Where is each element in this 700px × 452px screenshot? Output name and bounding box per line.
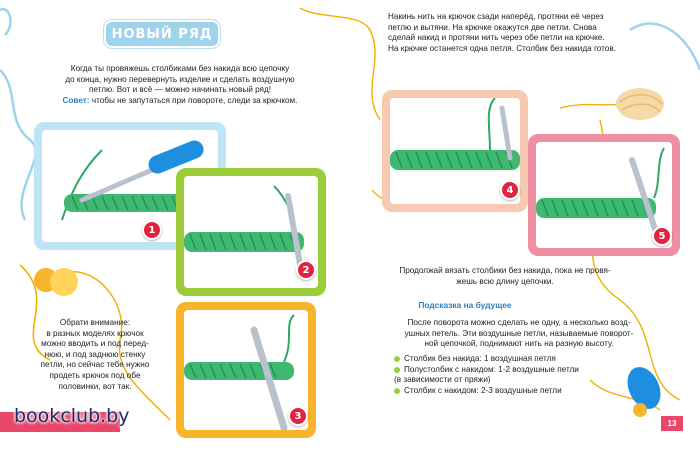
yarn-ball-icon: [612, 84, 668, 124]
continue-line: жешь всю длину цепочки.: [456, 276, 554, 286]
note-line: Обрати внимание:: [59, 318, 131, 327]
tip-label: Совет:: [62, 95, 90, 105]
stitch-list: [394, 354, 654, 396]
step-2-frame: [176, 168, 326, 296]
step-badge-3: 3: [288, 406, 308, 426]
page-number: 13: [661, 416, 683, 431]
stitch-list-note: (в зависимости от пряжи): [394, 375, 491, 385]
crochet-hook-icon: [632, 160, 656, 232]
right-top-line: Накинь нить на крючок сзади наперёд, протяни её через: [388, 12, 604, 21]
future-paragraph: [384, 318, 654, 350]
step-5-frame: [528, 134, 680, 256]
step-badge-2: 2: [296, 260, 316, 280]
note-line: в разных моделях крючок: [46, 328, 144, 338]
intro-line: петлю. Вот и всё — можно начинать новый ряд!: [88, 85, 272, 95]
tip-line: [20, 96, 340, 107]
note-line: петли, но сейчас тебе нужно: [40, 360, 150, 370]
note-line: нюю, и под заднюю стенку: [44, 349, 146, 359]
right-top-line: петлю и вытяни. На крючке окажутся две петли. Снова: [388, 22, 597, 32]
future-line: ной цепочкой, поднимают нить на разную высоту.: [424, 339, 614, 349]
button-icon: [618, 358, 668, 418]
step-badge-4: 4: [500, 180, 520, 200]
stitch-list-text: Столбик с накидом: 2-3 воздушные петли: [404, 385, 562, 395]
right-top-paragraph: [388, 12, 688, 54]
bullet-icon: [394, 388, 400, 394]
stitch-list-text: Столбик без накида: 1 воздушная петля: [404, 354, 556, 363]
continue-line: Продолжай вязать столбики без накида, пока не провя-: [399, 266, 611, 275]
intro-paragraph: [20, 64, 340, 106]
bullet-icon: [394, 356, 400, 362]
step-4-frame: [382, 90, 528, 212]
note-line: можно вводить и под перед-: [41, 339, 149, 349]
note-line: половинки, вот так.: [58, 381, 132, 391]
yarn-ball-icon: [30, 260, 90, 300]
right-top-line: На крючке останется одна петля. Столбик без накида готов.: [388, 43, 616, 53]
bullet-icon: [394, 367, 400, 373]
step-3-frame: [176, 302, 316, 438]
continue-paragraph: [380, 266, 630, 287]
site-watermark: bookclub.by: [14, 405, 130, 427]
step-badge-5: 5: [652, 226, 672, 246]
stitch-list-text: Полустолбик с накидом: 1-2 воздушные петли: [404, 364, 579, 374]
stitch-list-item: [394, 386, 654, 397]
page-title: НОВЫЙ РЯД: [104, 20, 220, 48]
stitch-list-item: [394, 354, 654, 365]
intro-line: Когда ты провяжешь столбиками без накида всю цепочку: [70, 64, 290, 73]
future-tip-heading: Подсказка на будущее: [418, 300, 512, 310]
note-line: продеть крючок под обе: [49, 370, 141, 380]
future-line: После поворота можно сделать не одну, а несколько возд-: [407, 318, 631, 327]
intro-line: до конца, нужно перевернуть изделие и сделать воздушную: [65, 74, 295, 84]
tip-text: чтобы не запутаться при повороте, следи за крючком.: [91, 95, 298, 105]
right-top-line: сделай накид и протяни нить через обе петли на крючке.: [388, 33, 605, 43]
stitch-list-item: [394, 365, 654, 376]
step-badge-1: 1: [142, 220, 162, 240]
note-paragraph: [20, 318, 170, 392]
future-line: ушных петель. Эти воздушные петли, называемые поворот-: [404, 328, 634, 338]
